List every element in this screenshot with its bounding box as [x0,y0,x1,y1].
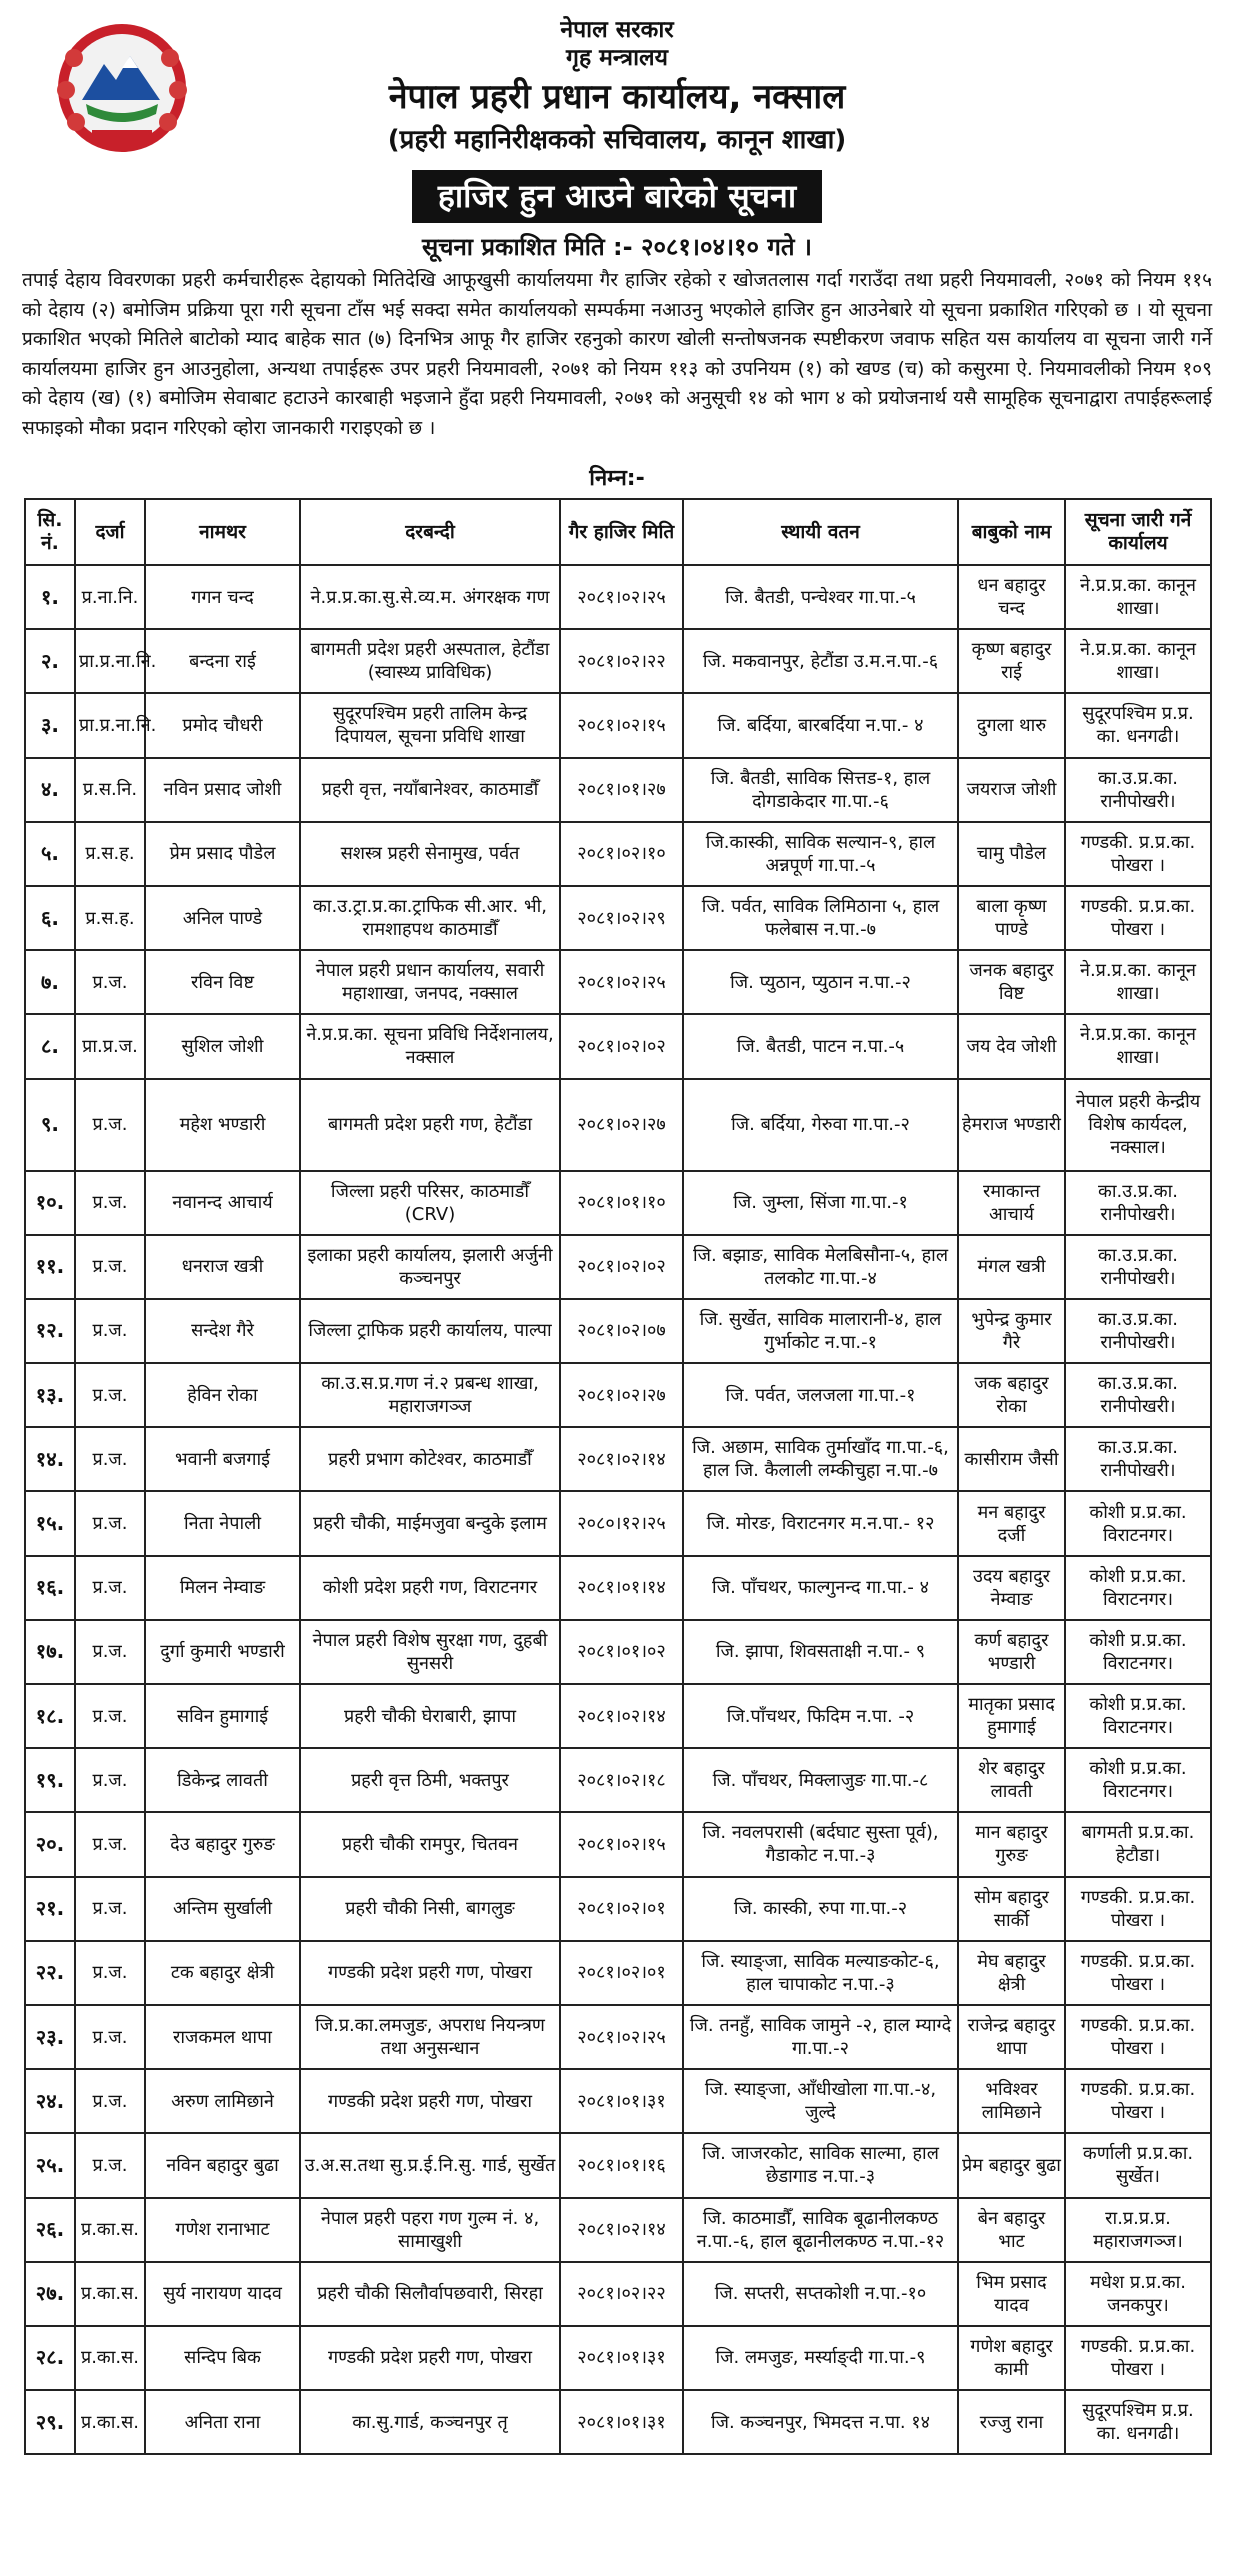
cell-issuing-office: रा.प्र.प्र.प्र. महाराजगञ्ज। [1065,2198,1211,2262]
cell-absent-date: २०८१।०१।३१ [560,2326,683,2390]
cell-rank: प्र.स.नि. [75,758,145,822]
cell-issuing-office: गण्डकी. प्र.प्र.का. पोखरा । [1065,2326,1211,2390]
cell-father: बेन बहादुर भाट [958,2198,1065,2262]
cell-post: गण्डकी प्रदेश प्रहरी गण, पोखरा [300,2069,560,2133]
cell-post: प्रहरी प्रभाग कोटेश्वर, काठमाडौँ [300,1427,560,1491]
cell-sn: २६. [25,2198,75,2262]
cell-sn: ११. [25,1235,75,1299]
absentee-table [24,498,1212,2455]
cell-rank: प्र.ज. [75,1299,145,1363]
cell-issuing-office: नेपाल प्रहरी केन्द्रीय विशेष कार्यदल, नक्साल। [1065,1079,1211,1171]
cell-name: गगन चन्द [145,565,300,629]
cell-post: इलाका प्रहरी कार्यालय, झलारी अर्जुनी कञ्चनपुर [300,1235,560,1299]
cell-rank: प्र.ज. [75,1235,145,1299]
cell-sn: १८. [25,1684,75,1748]
cell-father: रमाकान्त आचार्य [958,1171,1065,1235]
cell-father: मेघ बहादुर क्षेत्री [958,1941,1065,2005]
table-row [25,2069,1211,2133]
notice-header [22,0,1212,261]
cell-post: बागमती प्रदेश प्रहरी अस्पताल, हेटौंडा (स्वास्थ्य प्राविधिक) [300,629,560,693]
cell-name: सुशिल जोशी [145,1014,300,1078]
table-row [25,758,1211,822]
cell-sn: २५. [25,2133,75,2197]
cell-father: भुपेन्द्र कुमार गैरे [958,1299,1065,1363]
cell-sn: १. [25,565,75,629]
cell-name: अनिल पाण्डे [145,886,300,950]
cell-sn: २८. [25,2326,75,2390]
cell-rank: प्र.स.ह. [75,886,145,950]
cell-sn: २७. [25,2262,75,2326]
cell-name: सन्देश गैरे [145,1299,300,1363]
cell-issuing-office: का.उ.प्र.का. रानीपोखरी। [1065,1235,1211,1299]
cell-post: कोशी प्रदेश प्रहरी गण, विराटनगर [300,1556,560,1620]
cell-address: जि. बझाङ, साविक मेलबिसौना-५, हाल तलकोट गा.पा.-४ [683,1235,958,1299]
col-header-sn: सि. नं. [25,499,75,565]
cell-sn: १३. [25,1363,75,1427]
table-row [25,2390,1211,2454]
table-row [25,1748,1211,1812]
cell-name: धनराज खत्री [145,1235,300,1299]
cell-rank: प्र.ज. [75,950,145,1014]
cell-address: जि. बर्दिया, बारबर्दिया न.पा.- ४ [683,693,958,757]
table-row [25,822,1211,886]
table-row [25,1491,1211,1555]
cell-father: जक बहादुर रोका [958,1363,1065,1427]
table-row [25,565,1211,629]
cell-name: अनिता राना [145,2390,300,2454]
table-row [25,1556,1211,1620]
cell-post: प्रहरी वृत्त ठिमी, भक्तपुर [300,1748,560,1812]
cell-issuing-office: गण्डकी. प्र.प्र.का. पोखरा । [1065,822,1211,886]
cell-post: प्रहरी वृत्त, नयाँबानेश्वर, काठमाडौँ [300,758,560,822]
cell-absent-date: २०८१।०२।०२ [560,1235,683,1299]
cell-rank: प्र.ज. [75,1877,145,1941]
cell-absent-date: २०८१।०२।२२ [560,629,683,693]
cell-address: जि. पर्वत, जलजला गा.पा.-१ [683,1363,958,1427]
cell-rank: प्र.ज. [75,1941,145,2005]
cell-name: टक बहादुर क्षेत्री [145,1941,300,2005]
cell-address: जि. बर्दिया, गेरुवा गा.पा.-२ [683,1079,958,1171]
cell-post: ने.प्र.प्र.का. सूचना प्रविधि निर्देशनालय, नक्साल [300,1014,560,1078]
cell-rank: प्र.ज. [75,1812,145,1876]
col-header-address: स्थायी वतन [683,499,958,565]
cell-address: जि. मोरङ, विराटनगर म.न.पा.- १२ [683,1491,958,1555]
ministry-name: गृह मन्त्रालय [566,45,668,71]
cell-absent-date: २०८१।०१।३१ [560,2390,683,2454]
cell-father: प्रेम बहादुर बुढा [958,2133,1065,2197]
cell-name: मिलन नेम्वाङ [145,1556,300,1620]
cell-father: गणेश बहादुर कामी [958,2326,1065,2390]
cell-name: अन्तिम सुर्खाली [145,1877,300,1941]
notice-title-wrap [22,170,1212,223]
cell-name: अरुण लामिछाने [145,2069,300,2133]
cell-rank: प्र.ज. [75,1748,145,1812]
cell-issuing-office: का.उ.प्र.का. रानीपोखरी। [1065,1363,1211,1427]
cell-rank: प्र.ज. [75,1556,145,1620]
cell-absent-date: २०८०।१२।२५ [560,1491,683,1555]
cell-name: प्रेम प्रसाद पौडेल [145,822,300,886]
cell-post: प्रहरी चौकी घेराबारी, झापा [300,1684,560,1748]
cell-issuing-office: कोशी प्र.प्र.का. विराटनगर। [1065,1491,1211,1555]
cell-post: जिल्ला ट्राफिक प्रहरी कार्यालय, पाल्पा [300,1299,560,1363]
cell-rank: प्र.ज. [75,2005,145,2069]
table-row [25,2262,1211,2326]
cell-post: गण्डकी प्रदेश प्रहरी गण, पोखरा [300,2326,560,2390]
cell-name: नविन बहादुर बुढा [145,2133,300,2197]
cell-absent-date: २०८१।०२।१५ [560,693,683,757]
cell-address: जि. तनहुँ, साविक जामुने -२, हाल म्याग्दे गा.पा.-२ [683,2005,958,2069]
cell-rank: प्रा.प्र.ना.नि. [75,693,145,757]
cell-address: जि. जुम्ला, सिंजा गा.पा.-१ [683,1171,958,1235]
cell-address: जि. स्याङ्जा, आँधीखोला गा.पा.-४, जुल्दे [683,2069,958,2133]
cell-post: प्रहरी चौकी सिलौर्वापछवारी, सिरहा [300,2262,560,2326]
col-header-issuing-office: सूचना जारी गर्ने कार्यालय [1065,499,1211,565]
cell-absent-date: २०८१।०२।२९ [560,886,683,950]
cell-address: जि.कास्की, साविक सल्यान-९, हाल अन्नपूर्ण गा.पा.-५ [683,822,958,886]
cell-issuing-office: का.उ.प्र.का. रानीपोखरी। [1065,758,1211,822]
cell-post: प्रहरी चौकी रामपुर, चितवन [300,1812,560,1876]
cell-address: जि. कञ्चनपुर, भिमदत्त न.पा. १४ [683,2390,958,2454]
cell-sn: १२. [25,1299,75,1363]
cell-post: जिल्ला प्रहरी परिसर, काठमाडौँ (CRV) [300,1171,560,1235]
cell-address: जि. स्याङ्जा, साविक मल्याङकोट-६, हाल चापाकोट न.पा.-३ [683,1941,958,2005]
cell-name: गणेश रानाभाट [145,2198,300,2262]
cell-issuing-office: ने.प्र.प्र.का. कानून शाखा। [1065,950,1211,1014]
cell-father: भिम प्रसाद यादव [958,2262,1065,2326]
cell-rank: प्रा.प्र.ना.नि. [75,629,145,693]
notice-title: हाजिर हुन आउने बारेको सूचना [412,170,822,223]
table-row [25,1812,1211,1876]
col-header-absent-date: गैर हाजिर मिति [560,499,683,565]
cell-absent-date: २०८१।०१।३१ [560,2069,683,2133]
cell-name: सविन हुमागाई [145,1684,300,1748]
cell-absent-date: २०८१।०१।२७ [560,758,683,822]
government-name: नेपाल सरकार [560,17,674,43]
cell-rank: प्र.ज. [75,1491,145,1555]
cell-absent-date: २०८१।०२।१० [560,822,683,886]
table-row [25,886,1211,950]
cell-address: जि. बैतडी, पाटन न.पा.-५ [683,1014,958,1078]
cell-name: प्रमोद चौधरी [145,693,300,757]
cell-issuing-office: का.उ.प्र.का. रानीपोखरी। [1065,1299,1211,1363]
cell-issuing-office: गण्डकी. प्र.प्र.का. पोखरा । [1065,1941,1211,2005]
cell-father: बाला कृष्ण पाण्डे [958,886,1065,950]
cell-name: भवानी बजगाई [145,1427,300,1491]
cell-father: धन बहादुर चन्द [958,565,1065,629]
cell-father: उदय बहादुर नेम्वाङ [958,1556,1065,1620]
table-body [25,565,1211,2454]
table-row [25,1171,1211,1235]
cell-issuing-office: कोशी प्र.प्र.का. विराटनगर। [1065,1556,1211,1620]
cell-father: जय देव जोशी [958,1014,1065,1078]
cell-address: जि. काठमाडौँ, साविक बूढानीलकण्ठ न.पा.-६, हाल बूढानीलकण्ठ न.पा.-१२ [683,2198,958,2262]
cell-address: जि. प्युठान, प्युठान न.पा.-२ [683,950,958,1014]
cell-name: सन्दिप बिक [145,2326,300,2390]
cell-name: दुर्गा कुमारी भण्डारी [145,1620,300,1684]
cell-post: का.उ.स.प्र.गण नं.२ प्रबन्ध शाखा, महाराजगञ्ज [300,1363,560,1427]
cell-rank: प्र.ज. [75,2133,145,2197]
table-header-row [25,499,1211,565]
cell-sn: १९. [25,1748,75,1812]
col-header-post: दरबन्दी [300,499,560,565]
cell-sn: १७. [25,1620,75,1684]
cell-post: नेपाल प्रहरी प्रधान कार्यालय, सवारी महाशाखा, जनपद, नक्साल [300,950,560,1014]
cell-name: डिकेन्द्र लावती [145,1748,300,1812]
cell-issuing-office: कर्णाली प्र.प्र.का. सुर्खेत। [1065,2133,1211,2197]
cell-absent-date: २०८१।०१।१४ [560,1556,683,1620]
cell-address: जि. सुर्खेत, साविक मालारानी-४, हाल गुर्भाकोट न.पा.-१ [683,1299,958,1363]
cell-address: जि. बैतडी, साविक सित्तड-१, हाल दोगडाकेदार गा.पा.-६ [683,758,958,822]
cell-absent-date: २०८१।०२।१४ [560,1427,683,1491]
cell-absent-date: २०८१।०१।१० [560,1171,683,1235]
cell-absent-date: २०८१।०२।२५ [560,565,683,629]
cell-sn: २१. [25,1877,75,1941]
cell-issuing-office: गण्डकी. प्र.प्र.का. पोखरा । [1065,2005,1211,2069]
cell-father: चामु पौडेल [958,822,1065,886]
cell-issuing-office: सुदूरपश्चिम प्र.प्र. का. धनगढी। [1065,2390,1211,2454]
cell-sn: ३. [25,693,75,757]
cell-rank: प्र.ना.नि. [75,565,145,629]
cell-father: दुगला थारु [958,693,1065,757]
cell-address: जि. मकवानपुर, हेटौंडा उ.म.न.पा.-६ [683,629,958,693]
table-row [25,1941,1211,2005]
cell-address: जि. अछाम, साविक तुर्माखाँद गा.पा.-६, हाल जि. कैलाली लम्कीचुहा न.पा.-७ [683,1427,958,1491]
cell-issuing-office: का.उ.प्र.का. रानीपोखरी। [1065,1171,1211,1235]
cell-father: राजेन्द्र बहादुर थापा [958,2005,1065,2069]
table-row [25,1299,1211,1363]
cell-issuing-office: ने.प्र.प्र.का. कानून शाखा। [1065,565,1211,629]
cell-issuing-office: कोशी प्र.प्र.का. विराटनगर। [1065,1684,1211,1748]
cell-absent-date: २०८१।०२।०२ [560,1014,683,1078]
table-row [25,1620,1211,1684]
cell-address: जि. पाँचथर, फाल्गुनन्द गा.पा.- ४ [683,1556,958,1620]
cell-issuing-office: का.उ.प्र.का. रानीपोखरी। [1065,1427,1211,1491]
cell-rank: प्रा.प्र.ज. [75,1014,145,1078]
cell-issuing-office: कोशी प्र.प्र.का. विराटनगर। [1065,1748,1211,1812]
cell-father: भविश्वर लामिछाने [958,2069,1065,2133]
publication-date: सूचना प्रकाशित मिति :- २०८१।०४।१० गते । [422,233,812,261]
cell-post: ने.प्र.प्र.का.सु.से.व्य.म. अंगरक्षक गण [300,565,560,629]
cell-post: का.सु.गार्ड, कञ्चनपुर तृ [300,2390,560,2454]
cell-sn: १४. [25,1427,75,1491]
cell-father: कासीराम जैसी [958,1427,1065,1491]
cell-absent-date: २०८१।०२।२५ [560,950,683,1014]
cell-post: सुदूरपश्चिम प्रहरी तालिम केन्द्र दिपायल, सूचना प्रविधि शाखा [300,693,560,757]
cell-address: जि. सप्तरी, सप्तकोशी न.पा.-१० [683,2262,958,2326]
intro-paragraph: तपाई देहाय विवरणका प्रहरी कर्मचारीहरू देहायको मितिदेखि आफूखुसी कार्यालयमा गैर हाजिर रहेको र खोजतलास गर्दा गराउँदा तथा प्रहरी नियमावली, २०७१ को नियम ११५ को देहाय (२) बमोजिम प्रक्रिया पूरा गरी सूचना टाँस भई सक्दा समेत कार्यालयको सम्पर्कमा नआउनु भएकोले हाजिर हुन आउनेबारे यो सूचना प्रकाशित गरिएको छ । यो सूचना प्रकाशित भएको मितिले बाटोको म्याद बाहेक सात (७) दिनभित्र आफू गैर हाजिर रहनुको कारण खोली सन्तोषजनक स्पष्टीकरण जवाफ सहित यस कार्यालय वा सूचना जारी गर्ने कार्यालयमा हाजिर हुन आउनुहोला, अन्यथा तपाईहरू उपर प्रहरी नियमावली, २०७१ को नियम ११३ को उपनियम (१) को खण्ड (च) को कसुरमा ऐ. नियमावलीको नियम १०९ को देहाय (ख) (१) बमोजिम सेवाबाट हटाउने कारबाही भइजाने हुँदा प्रहरी नियमावली, २०७१ को अनुसूची १४ को भाग ४ को प्रयोजनार्थ यसै सामूहिक सूचनाद्वारा तपाईहरूलाई सफाइको मौका प्रदान गरिएको व्होरा जानकारी गराइएको छ । [22,269,1212,439]
cell-absent-date: २०८१।०२।१८ [560,1748,683,1812]
cell-rank: प्र.स.ह. [75,822,145,886]
cell-address: जि. बैतडी, पन्चेश्वर गा.पा.-५ [683,565,958,629]
cell-issuing-office: सुदूरपश्चिम प्र.प्र. का. धनगढी। [1065,693,1211,757]
table-row [25,2005,1211,2069]
cell-absent-date: २०८१।०२।०७ [560,1299,683,1363]
cell-issuing-office: मधेश प्र.प्र.का. जनकपुर। [1065,2262,1211,2326]
cell-sn: ८. [25,1014,75,1078]
cell-sn: ४. [25,758,75,822]
cell-post: उ.अ.स.तथा सु.प्र.ई.नि.सु. गार्ड, सुर्खेत [300,2133,560,2197]
cell-sn: १६. [25,1556,75,1620]
cell-rank: प्र.ज. [75,1620,145,1684]
cell-father: सोम बहादुर सार्की [958,1877,1065,1941]
cell-father: मान बहादुर गुरुङ [958,1812,1065,1876]
cell-post: प्रहरी चौकी, माईमजुवा बन्दुके इलाम [300,1491,560,1555]
cell-name: सुर्य नारायण यादव [145,2262,300,2326]
cell-address: जि. नवलपरासी (बर्दघाट सुस्ता पूर्व), गैडाकोट न.पा.-३ [683,1812,958,1876]
cell-sn: २२. [25,1941,75,2005]
cell-post: सशस्त्र प्रहरी सेनामुख, पर्वत [300,822,560,886]
col-header-rank: दर्जा [75,499,145,565]
cell-absent-date: २०८१।०२।१४ [560,1684,683,1748]
cell-issuing-office: ने.प्र.प्र.का. कानून शाखा। [1065,629,1211,693]
cell-absent-date: २०८१।०१।०२ [560,1620,683,1684]
cell-sn: २०. [25,1812,75,1876]
cell-address: जि. लमजुङ, मर्स्याङ्दी गा.पा.-९ [683,2326,958,2390]
cell-absent-date: २०८१।०२।०१ [560,1877,683,1941]
cell-father: कर्ण बहादुर भण्डारी [958,1620,1065,1684]
cell-rank: प्र.ज. [75,1363,145,1427]
cell-rank: प्र.का.स. [75,2262,145,2326]
cell-rank: प्र.का.स. [75,2326,145,2390]
cell-rank: प्र.ज. [75,1079,145,1171]
cell-name: देउ बहादुर गुरुङ [145,1812,300,1876]
cell-name: नवानन्द आचार्य [145,1171,300,1235]
table-row [25,2326,1211,2390]
cell-address: जि. झापा, शिवसताक्षी न.पा.- ९ [683,1620,958,1684]
cell-post: नेपाल प्रहरी विशेष सुरक्षा गण, दुहबी सुनसरी [300,1620,560,1684]
table-row [25,1684,1211,1748]
cell-post: बागमती प्रदेश प्रहरी गण, हेटौंडा [300,1079,560,1171]
table-row [25,1014,1211,1078]
cell-sn: ९. [25,1079,75,1171]
table-row [25,1427,1211,1491]
cell-issuing-office: गण्डकी. प्र.प्र.का. पोखरा । [1065,2069,1211,2133]
cell-rank: प्र.ज. [75,1427,145,1491]
cell-absent-date: २०८१।०२।१४ [560,2198,683,2262]
cell-post: जि.प्र.का.लमजुङ, अपराध नियन्त्रण तथा अनुसन्धान [300,2005,560,2069]
cell-sn: २९. [25,2390,75,2454]
cell-absent-date: २०८१।०२।२५ [560,2005,683,2069]
cell-name: बन्दना राई [145,629,300,693]
cell-sn: १०. [25,1171,75,1235]
cell-absent-date: २०८१।०२।०१ [560,1941,683,2005]
cell-father: जयराज जोशी [958,758,1065,822]
cell-name: हेविन रोका [145,1363,300,1427]
cell-sn: ७. [25,950,75,1014]
col-header-name: नामथर [145,499,300,565]
cell-rank: प्र.ज. [75,1684,145,1748]
cell-name: निता नेपाली [145,1491,300,1555]
cell-address: जि. कास्की, रुपा गा.पा.-२ [683,1877,958,1941]
cell-father: शेर बहादुर लावती [958,1748,1065,1812]
cell-absent-date: २०८१।०२।२७ [560,1079,683,1171]
cell-name: महेश भण्डारी [145,1079,300,1171]
cell-name: राजकमल थापा [145,2005,300,2069]
table-row [25,693,1211,757]
table-row [25,950,1211,1014]
cell-father: रज्जु राना [958,2390,1065,2454]
cell-father: जनक बहादुर विष्ट [958,950,1065,1014]
cell-issuing-office: कोशी प्र.प्र.का. विराटनगर। [1065,1620,1211,1684]
cell-post: नेपाल प्रहरी पहरा गण गुल्म नं. ४, सामाखुशी [300,2198,560,2262]
cell-sn: २. [25,629,75,693]
cell-rank: प्र.का.स. [75,2390,145,2454]
cell-address: जि. जाजरकोट, साविक साल्मा, हाल छेडागाड न.पा.-३ [683,2133,958,2197]
cell-father: मंगल खत्री [958,1235,1065,1299]
table-row [25,2133,1211,2197]
cell-sn: ५. [25,822,75,886]
section-name: (प्रहरी महानिरीक्षकको सचिवालय, कानून शाखा) [387,125,847,155]
cell-father: कृष्ण बहादुर राई [958,629,1065,693]
cell-name: रविन विष्ट [145,950,300,1014]
table-row [25,1877,1211,1941]
cell-sn: १५. [25,1491,75,1555]
cell-father: मन बहादुर दर्जी [958,1491,1065,1555]
cell-name: नविन प्रसाद जोशी [145,758,300,822]
cell-issuing-office: बागमती प्र.प्र.का. हेटौडा। [1065,1812,1211,1876]
cell-issuing-office: गण्डकी. प्र.प्र.का. पोखरा । [1065,1877,1211,1941]
cell-sn: ६. [25,886,75,950]
cell-post: का.उ.ट्रा.प्र.का.ट्राफिक सी.आर. भी, रामशाहपथ काठमाडौँ [300,886,560,950]
cell-address: जि. पर्वत, साविक लिमिठाना ५, हाल फलेबास न.पा.-७ [683,886,958,950]
col-header-father: बाबुको नाम [958,499,1065,565]
cell-father: हेमराज भण्डारी [958,1079,1065,1171]
cell-address: जि.पाँचथर, फिदिम न.पा. -२ [683,1684,958,1748]
cell-rank: प्र.ज. [75,2069,145,2133]
cell-issuing-office: गण्डकी. प्र.प्र.का. पोखरा । [1065,886,1211,950]
table-row [25,1079,1211,1171]
cell-absent-date: २०८१।०२।२२ [560,2262,683,2326]
cell-absent-date: २०८१।०२।१५ [560,1812,683,1876]
table-row [25,629,1211,693]
table-row [25,2198,1211,2262]
cell-sn: २३. [25,2005,75,2069]
cell-sn: २४. [25,2069,75,2133]
cell-issuing-office: ने.प्र.प्र.का. कानून शाखा। [1065,1014,1211,1078]
cell-absent-date: २०८१।०२।२७ [560,1363,683,1427]
cell-rank: प्र.का.स. [75,2198,145,2262]
cell-post: प्रहरी चौकी निसी, बागलुङ [300,1877,560,1941]
cell-address: जि. पाँचथर, मिक्लाजुङ गा.पा.-८ [683,1748,958,1812]
table-row [25,1363,1211,1427]
below-label: निम्न:- [589,466,645,491]
office-name: नेपाल प्रहरी प्रधान कार्यालय, नक्साल [388,77,846,117]
cell-absent-date: २०८१।०१।१६ [560,2133,683,2197]
cell-father: मातृका प्रसाद हुमागाई [958,1684,1065,1748]
table-row [25,1235,1211,1299]
cell-rank: प्र.ज. [75,1171,145,1235]
cell-post: गण्डकी प्रदेश प्रहरी गण, पोखरा [300,1941,560,2005]
